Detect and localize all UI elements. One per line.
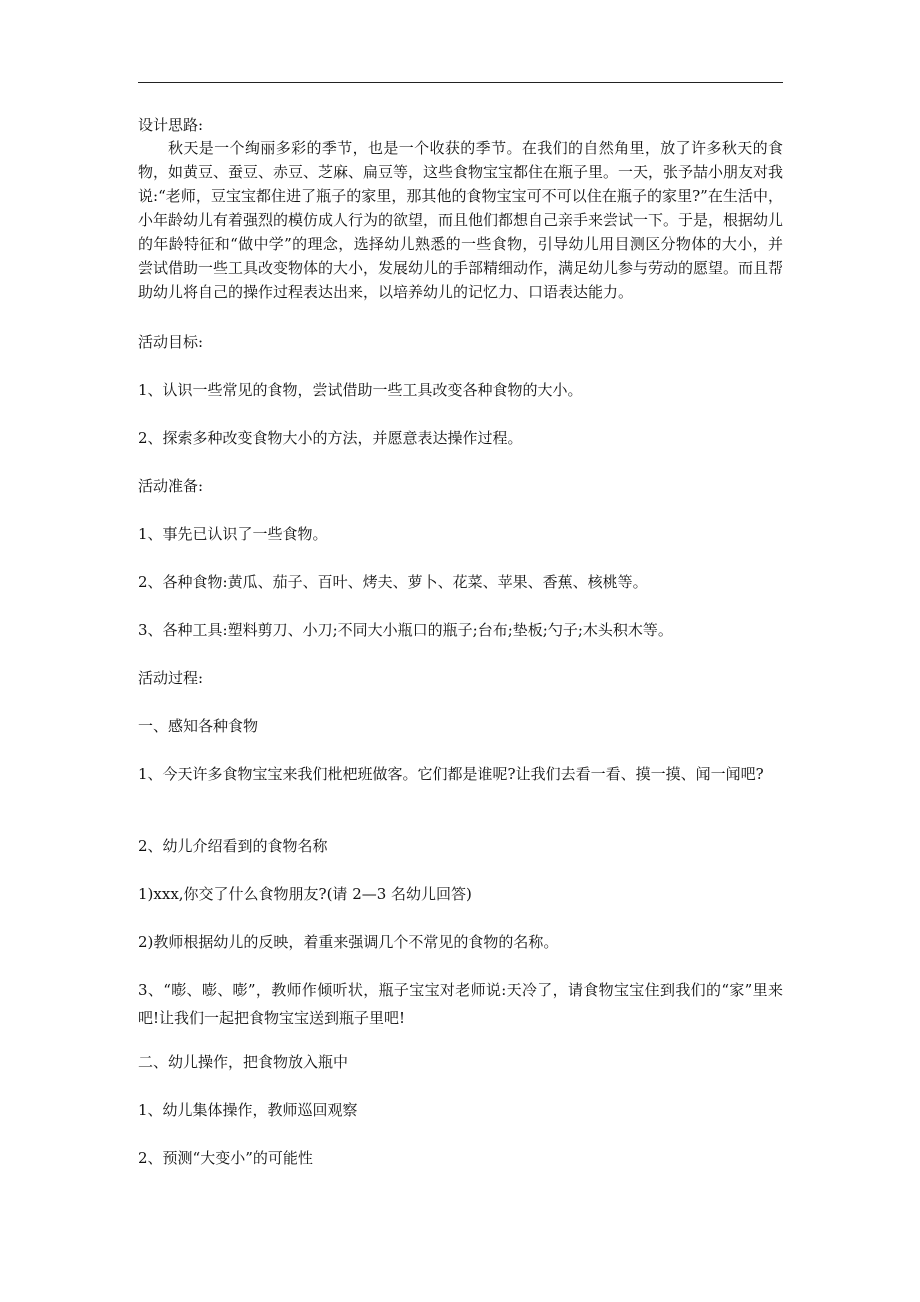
design-paragraph: 秋天是一个绚丽多彩的季节，也是一个收获的季节。在我们的自然角里，放了许多秋天的食物，如黄豆、蚕豆、赤豆、芝麻、扁豆等，这些食物宝宝都住在瓶子里。一天，张予喆小朋友对我说:“老师，豆宝宝都住进了瓶子的家里，那其他的食物宝宝可不可以住在瓶子的家里?”在生活中，小年龄幼儿有着强烈的模仿成人行为的欲望，而且他们都想自己亲手来尝试一下。于是，根据幼儿的年龄特征和“做中学”的理念，选择幼儿熟悉的一些食物，引导幼儿用目测区分物体的大小，并尝试借助一些工具改变物体的大小，发展幼儿的手部精细动作，满足幼儿参与劳动的愿望。而且帮助幼儿将自己的操作过程表达出来，以培养幼儿的记忆力、口语表达能力。 <box>138 139 784 301</box>
part2-item-1: 1、幼儿集体操作，教师巡回观察 <box>138 1101 358 1119</box>
part1-item-2: 2、幼儿介绍看到的食物名称 <box>138 837 328 855</box>
part1-item-1: 1、今天许多食物宝宝来我们枇杷班做客。它们都是谁呢?让我们去看一看、摸一摸、闻一闻吧? <box>138 765 764 783</box>
goal-item-2: 2、探索多种改变食物大小的方法，并愿意表达操作过程。 <box>138 429 523 447</box>
process-heading: 活动过程: <box>138 669 204 687</box>
part2-heading: 二、幼儿操作，把食物放入瓶中 <box>138 1053 349 1071</box>
prep-item-2: 2、各种食物:黄瓜、茄子、百叶、烤夫、萝卜、花菜、苹果、香蕉、核桃等。 <box>138 573 648 591</box>
prep-item-3: 3、各种工具:塑料剪刀、小刀;不同大小瓶口的瓶子;台布;垫板;勺子;木头积木等。 <box>138 621 673 639</box>
prep-item-1: 1、事先已认识了一些食物。 <box>138 525 328 543</box>
part1-item-3: 3、“嘭、嘭、嘭”，教师作倾听状，瓶子宝宝对老师说:天冷了，请食物宝宝住到我们的“家”里来吧!让我们一起把食物宝宝送到瓶子里吧! <box>138 981 783 1027</box>
header-rule <box>138 82 783 83</box>
part1-item-2b: 2)教师根据幼儿的反映，着重来强调几个不常见的食物的名称。 <box>138 933 559 951</box>
design-heading: 设计思路: <box>138 116 204 134</box>
part1-heading: 一、感知各种食物 <box>138 717 259 735</box>
part2-item-2: 2、预测“大变小”的可能性 <box>138 1149 313 1167</box>
part1-item-2a: 1)xxx,你交了什么食物朋友?(请 2—3 名幼儿回答) <box>138 885 472 903</box>
goal-item-1: 1、认识一些常见的食物，尝试借助一些工具改变各种食物的大小。 <box>138 381 583 399</box>
prep-heading: 活动准备: <box>138 477 204 495</box>
goal-heading: 活动目标: <box>138 333 204 351</box>
